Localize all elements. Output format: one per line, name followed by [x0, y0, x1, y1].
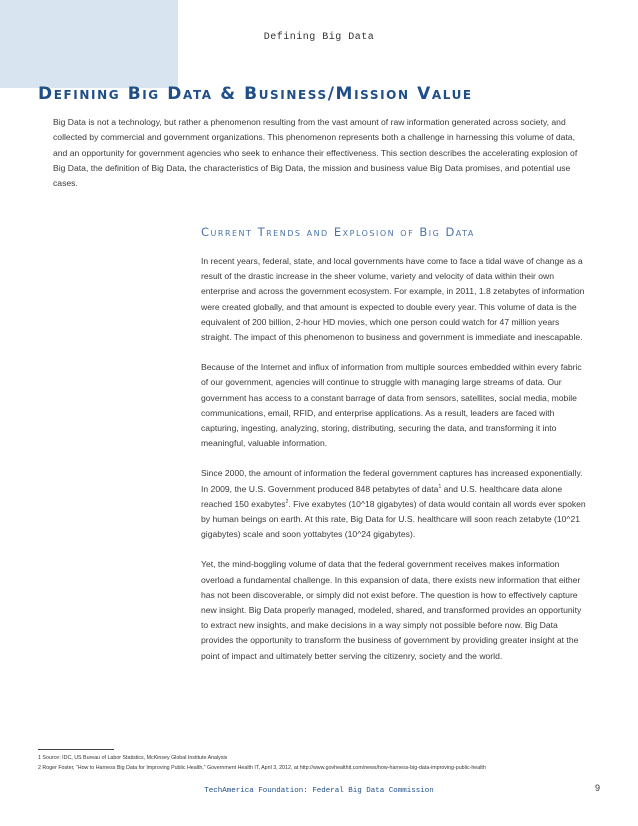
body-paragraph-3-part-c: . Five exabytes (10^18 gigabytes) of data would contain all words ever spoken by human beings on earth. At this rate, Big Data for U.S. healthcare will soon reach zetabyte (10^21 gigabytes) scale and soon yottabytes (10^24 gigabytes). [201, 498, 586, 540]
footnote-ref-2: 2 [285, 498, 289, 505]
page-title: Defining Big Data & Business/Mission Value [38, 84, 473, 104]
footnote-1: 1 Source: IDC, US Bureau of Labor Statistics, McKinsey Global Institute Analysis [38, 755, 228, 761]
body-column [201, 254, 587, 679]
body-paragraph-2: Because of the Internet and influx of information from multiple sources embedded within every fabric of our government, agencies will continue to struggle with managing large streams of data. Our government has access to a constant barrage of data from sensors, satellites, social media, mobile communications, email, RFID, and enterprise applications. As a result, leaders are faced with capturing, ingesting, analyzing, storing, distributing, securing the data, and transforming it into meaningful, valuable information. [201, 362, 582, 449]
footnote-2: 2 Roger Foster, “How to Harness Big Data for Improving Public Health,” Government Health IT, April 3, 2012, at http://www.govhealthit.com/news/how-harness-big-data-improving-public-health [38, 765, 486, 771]
running-header: Defining Big Data [263, 32, 375, 43]
body-paragraph-4: Yet, the mind-boggling volume of data that the federal government receives makes information overload a fundamental challenge. In this expansion of data, there exists new information that either has not been discoverable, or simply did not exist before. The question is how to effectively capture new insight. Big Data properly managed, modeled, shared, and transformed provides an opportunity to extract new insights, and make decisions in a way simply not possible before now. Big Data provides the opportunity to transform the business of government by providing greater insight at the point of impact and ultimately better serving the citizenry, society and the world. [201, 559, 582, 661]
footer-text: TechAmerica Foundation: Federal Big Data Commission [204, 787, 434, 795]
footnotes [38, 753, 628, 773]
footnote-divider [38, 749, 114, 750]
footnote-ref-1: 1 [438, 483, 442, 490]
intro-paragraph: Big Data is not a technology, but rather a phenomenon resulting from the vast amount of raw information generated across society, and collected by commercial and government organizations. This phenomenon represents both a challenge in harnessing this volume of data, and an opportunity for government agencies who seek to enhance their effectiveness. This section describes the accelerating explosion of Big Data, the definition of Big Data, the characteristics of Big Data, the mission and business value Big Data promises, and potential use cases. [53, 117, 578, 189]
section-heading: Current Trends and Explosion of Big Data [201, 225, 475, 239]
body-paragraph-3-part-a: Since 2000, the amount of information the federal government captures has increased exponentially. In 2009, the U.S. Government produced 848 petabytes of data [201, 468, 583, 494]
body-paragraph-3-part-b: and U.S. healthcare data alone reached 150 exabytes [201, 483, 563, 509]
page-number: 9 [594, 783, 600, 793]
body-paragraph-3 [201, 466, 587, 542]
body-paragraph-1: In recent years, federal, state, and local governments have come to face a tidal wave of change as a result of the drastic increase in the sheer volume, variety and velocity of data within their own enterprise and across the government ecosystem. For example, in 2011, 1.8 zetabytes of information were created globally, and that amount is expected to double every year. This volume of data is the equivalent of 200 billion, 2-hour HD movies, which one person could watch for 47 million years straight. The impact of this phenomenon to business and government is immediate and inescapable. [201, 256, 585, 343]
header-accent-block [0, 0, 178, 88]
